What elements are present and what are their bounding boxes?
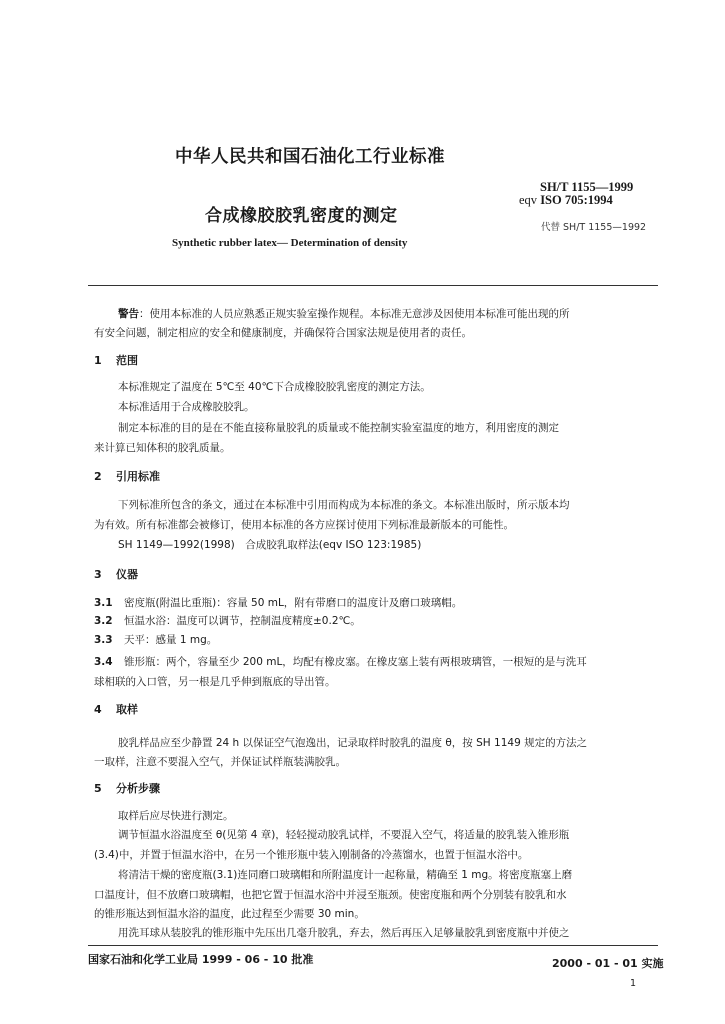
section-2-title: 引用标准 xyxy=(116,470,160,483)
eqv-standard-code: ISO 705:1994 xyxy=(540,193,613,207)
section-5-heading xyxy=(94,780,160,796)
page-number: 1 xyxy=(630,978,637,989)
section-5-line-5: 口温度计，但不放磨口玻璃帽，也把它置于恒温水浴中并浸至瓶颈。使密度瓶和两个分别装有胶乳和水 xyxy=(94,889,567,901)
section-4-line-2: 一取样，注意不要混入空气，并保证试样瓶装满胶乳。 xyxy=(94,756,346,768)
section-4-title: 取样 xyxy=(116,703,138,716)
warning-line-1 xyxy=(118,307,570,321)
section-3-number: 3 xyxy=(94,568,102,581)
document-title: 合成橡胶胶乳密度的测定 xyxy=(205,206,398,226)
item-number: 3.1 xyxy=(94,597,113,609)
section-1-heading xyxy=(94,352,138,368)
section-1-line-3: 制定本标准的目的是在不能直接称量胶乳的质量或不能控制实验室温度的地方，利用密度的测定 xyxy=(118,422,559,434)
section-3-title: 仪器 xyxy=(116,568,138,581)
section-1-line-4: 来计算已知体积的胶乳质量。 xyxy=(94,442,231,454)
section-5-line-1: 取样后应尽快进行测定。 xyxy=(118,810,234,822)
section-5-line-4: 将清洁干燥的密度瓶(3.1)连同磨口玻璃帽和所附温度计一起称量，精确至 1 mg。将密度瓶塞上磨 xyxy=(118,869,573,881)
section-2-heading xyxy=(94,468,160,484)
item-text: 密度瓶(附温比重瓶)：容量 50 mL，附有带磨口的温度计及磨口玻璃帽。 xyxy=(124,597,463,609)
section-2-line-2: 为有效。所有标准都会被修订，使用本标准的各方应探讨使用下列标准最新版本的可能性。 xyxy=(94,519,514,531)
section-2-line-1: 下列标准所包含的条文，通过在本标准中引用而构成为本标准的条文。本标准出版时，所示版本均 xyxy=(118,499,570,511)
section-2-number: 2 xyxy=(94,470,102,483)
item-text: 锥形瓶：两个，容量至少 200 mL，均配有橡皮塞。在橡皮塞上装有两根玻璃管，一根短的是与洗耳 xyxy=(124,656,587,668)
standard-category: 中华人民共和国石油化工行业标准 xyxy=(175,147,445,167)
section-1-line-2: 本标准适用于合成橡胶胶乳。 xyxy=(118,401,255,413)
item-number: 3.4 xyxy=(94,656,113,668)
section-4-line-1: 胶乳样品应至少静置 24 h 以保证空气泡逸出，记录取样时胶乳的温度 θ，按 SH 1149 规定的方法之 xyxy=(118,737,588,749)
apparatus-item-3-4 xyxy=(94,655,587,669)
section-5-number: 5 xyxy=(94,782,102,795)
section-5-line-2: 调节恒温水浴温度至 θ(见第 4 章)，轻轻搅动胶乳试样，不要混入空气，将适量的胶乳装入锥形瓶 xyxy=(118,829,570,841)
section-5-title: 分析步骤 xyxy=(116,782,160,795)
section-3-heading xyxy=(94,566,138,582)
section-1-title: 范围 xyxy=(116,354,138,367)
effective-date: 2000 - 01 - 01 实施 xyxy=(552,957,664,970)
footer-divider xyxy=(88,945,658,946)
standard-code: SH/T 1155—1999 xyxy=(540,180,634,194)
header-divider xyxy=(88,285,658,286)
warning-label: 警告 xyxy=(118,308,139,320)
section-2-reference: SH 1149—1992(1998) 合成胶乳取样法(eqv ISO 123:1985) xyxy=(118,539,422,551)
replaces-standard: 代替 SH/T 1155—1992 xyxy=(541,222,647,233)
section-5-line-3: (3.4)中，并置于恒温水浴中，在另一个锥形瓶中装入刚制备的冷蒸馏水，也置于恒温水浴中。 xyxy=(94,849,529,861)
document-title-english: Synthetic rubber latex— Determination of density xyxy=(172,237,408,249)
section-1-line-1: 本标准规定了温度在 5℃至 40℃下合成橡胶胶乳密度的测定方法。 xyxy=(118,381,431,393)
section-4-heading xyxy=(94,701,138,717)
item-text: 恒温水浴：温度可以调节，控制温度精度±0.2℃。 xyxy=(124,615,361,627)
item-number: 3.3 xyxy=(94,634,113,646)
apparatus-item-3-3 xyxy=(94,633,217,647)
section-5-line-7: 用洗耳球从装胶乳的锥形瓶中先压出几毫升胶乳，弃去，然后再压入足够量胶乳到密度瓶中并使之 xyxy=(118,927,570,939)
apparatus-item-3-1 xyxy=(94,596,462,610)
apparatus-item-3-2 xyxy=(94,614,361,628)
item-text: 天平：感量 1 mg。 xyxy=(124,634,218,646)
warning-line-2: 有安全问题，制定相应的安全和健康制度，并确保符合国家法规是使用者的责任。 xyxy=(94,327,472,339)
item-number: 3.2 xyxy=(94,615,113,627)
eqv-prefix: eqv xyxy=(519,193,538,207)
section-5-line-6: 的锥形瓶达到恒温水浴的温度，此过程至少需要 30 min。 xyxy=(94,908,365,920)
section-1-number: 1 xyxy=(94,354,102,367)
apparatus-item-3-4-cont: 球相联的入口管，另一根是几乎伸到瓶底的导出管。 xyxy=(94,676,336,688)
section-4-number: 4 xyxy=(94,703,102,716)
approval-issuer: 国家石油和化学工业局 1999 - 06 - 10 批准 xyxy=(88,953,314,966)
warning-text-1: ：使用本标准的人员应熟悉正规实验室操作规程。本标准无意涉及因使用本标准可能出现的所 xyxy=(139,308,570,320)
equivalent-standard xyxy=(519,193,613,208)
